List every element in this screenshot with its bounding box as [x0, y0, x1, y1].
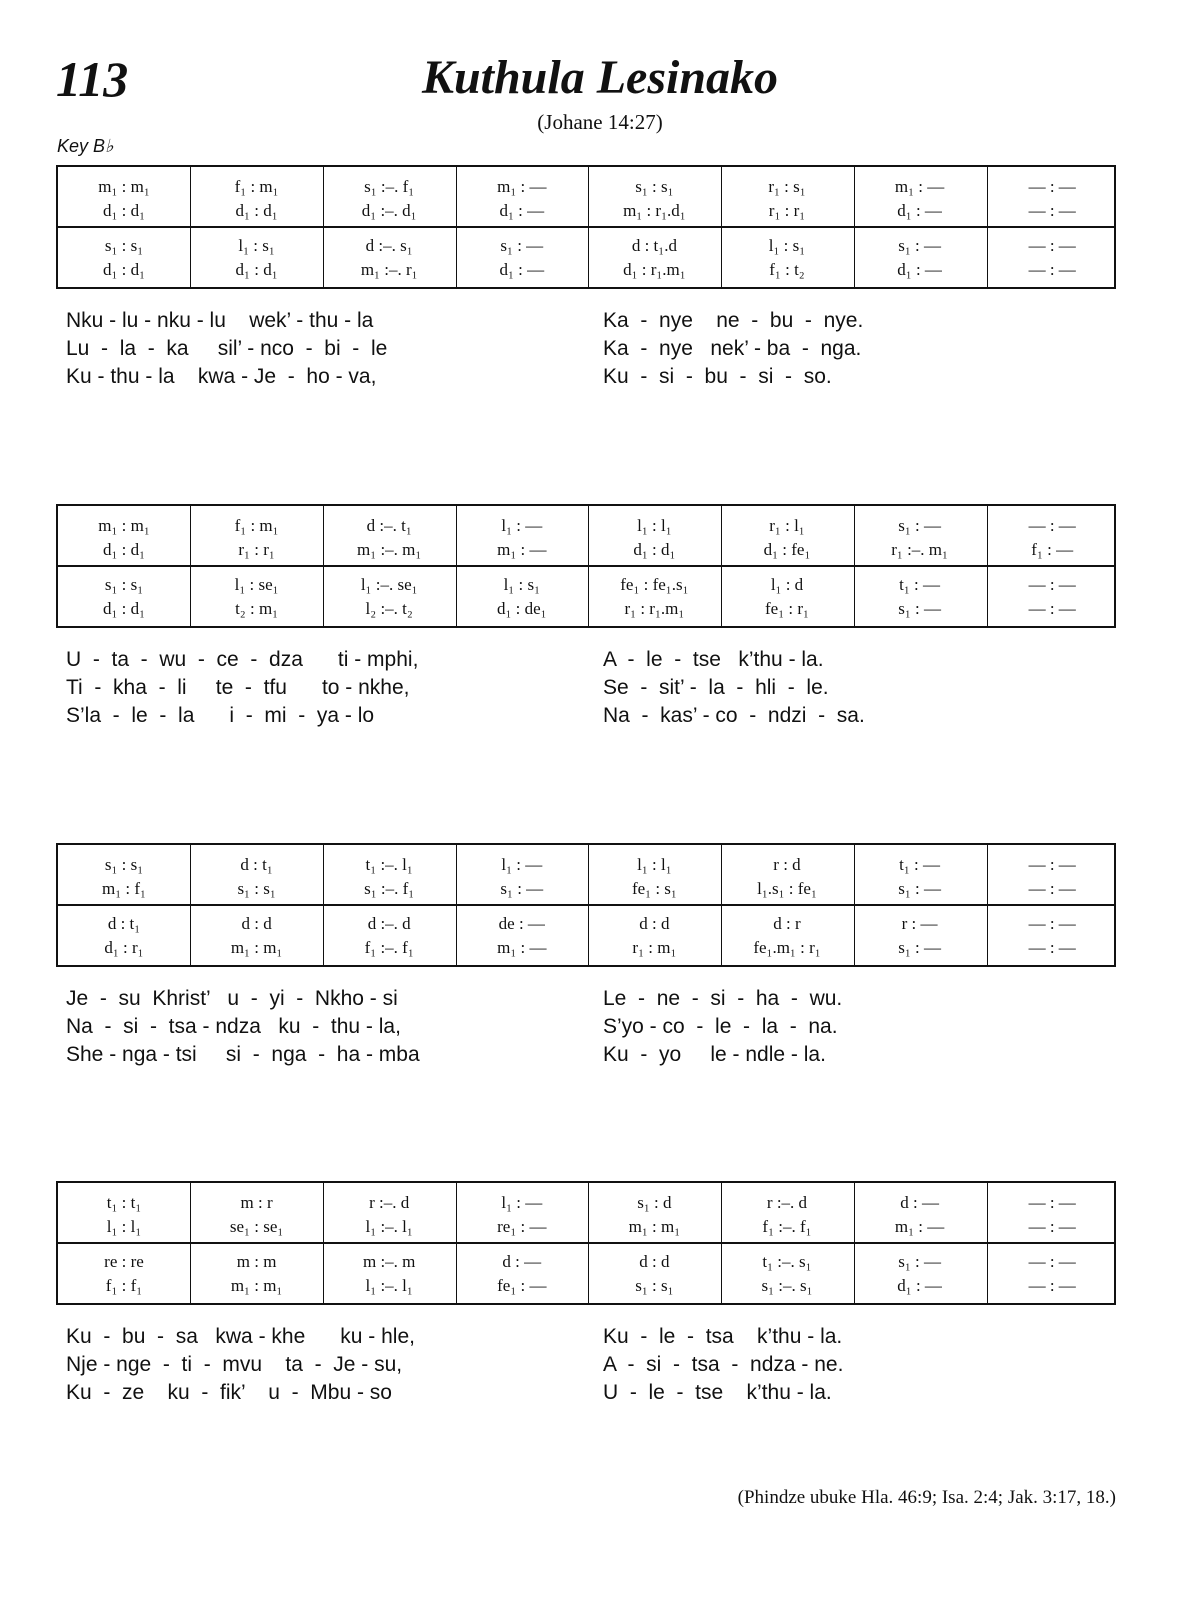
measure-cell: — : — — [1028, 599, 1076, 618]
measure-cell: d : r — [773, 914, 801, 933]
voice-row — [58, 234, 1114, 258]
measure-cell: d₁ : r₁.m₁ — [623, 260, 686, 279]
lyric-phrase-b: Ku - yo le - ndle - la. — [603, 1043, 826, 1066]
measure-cell: — : — — [1028, 201, 1076, 220]
measure-cell: m₁ : m₁ — [628, 1217, 681, 1236]
measure-cell: r₁ : r₁ — [238, 540, 275, 559]
measure-cell: t₁ :–. l₁ — [365, 855, 413, 874]
measure-cell: m₁ : m₁ — [98, 177, 150, 196]
lyric-line — [66, 1379, 1066, 1407]
measure-cell: l₁ : s₁ — [768, 236, 806, 255]
measure-cell: r₁ : r₁ — [768, 201, 806, 220]
measure-cell: l₁ : d — [770, 575, 804, 594]
measure-cell: s₁ : — — [500, 236, 544, 255]
measure-cell: r : d — [773, 855, 801, 874]
measure-cell: m₁ :–. r₁ — [360, 260, 418, 279]
measure-cell: f₁ :–. f₁ — [762, 1217, 812, 1236]
measure-cell: s₁ : s₁ — [237, 879, 276, 898]
measure-cell: f₁ : f₁ — [105, 1276, 143, 1295]
lyric-line — [66, 1351, 1066, 1379]
measure-cell: m₁ :–. m₁ — [357, 540, 422, 559]
lyric-line — [66, 307, 1066, 335]
measure-cell: d₁ : d₁ — [102, 599, 146, 618]
measure-cell: — : — — [1028, 1217, 1076, 1236]
measure-cell: d : t₁ — [240, 855, 273, 874]
lyric-phrase-b: Ka - nye ne - bu - nye. — [603, 309, 864, 332]
measure-cell: l₁ : l₁ — [637, 516, 672, 535]
measure-cell: l₁ : se₁ — [234, 575, 279, 594]
lyric-phrase-a: Nku - lu - nku - lu wek’ - thu - la — [66, 309, 374, 332]
measure-cell: d₁ : d₁ — [102, 201, 146, 220]
measure-cell: d₁ : — — [499, 260, 545, 279]
measure-cell: d : d — [639, 914, 670, 933]
measure-cell: — : — — [1028, 914, 1076, 933]
measure-cell: l₁ :–. se₁ — [360, 575, 418, 594]
measure-cell: s₁ : d — [637, 1193, 672, 1212]
voice-row — [58, 912, 1114, 936]
measure-cell: d₁ : — — [499, 201, 545, 220]
measure-cell: d₁ : — — [897, 201, 942, 220]
measure-cell: — : — — [1028, 260, 1076, 279]
voice-row — [58, 1191, 1114, 1215]
voice-row — [58, 1274, 1114, 1298]
measure-cell: t₁ :–. s₁ — [762, 1252, 812, 1271]
measure-cell: t₁ : — — [899, 855, 941, 874]
measure-cell: d₁ : de₁ — [496, 599, 547, 618]
measure-cell: m₁ : — — [894, 177, 945, 196]
measure-cell: r₁ : l₁ — [769, 516, 805, 535]
lyric-phrase-b: S’yo - co - le - la - na. — [603, 1015, 838, 1038]
voice-row — [58, 258, 1114, 282]
lyric-phrase-a: Ku - thu - la kwa - Je - ho - va, — [66, 365, 377, 388]
lyric-phrase-b: Se - sit’ - la - hli - le. — [603, 676, 829, 699]
measure-cell: l₁ : l₁ — [106, 1217, 142, 1236]
lyric-line — [66, 702, 1066, 730]
measure-cell: d₁ : fe₁ — [763, 540, 811, 559]
measure-cell: r₁ : m₁ — [632, 938, 677, 957]
lyric-phrase-b: Ku - si - bu - si - so. — [603, 365, 832, 388]
measure-cell: d₁ : d₁ — [102, 540, 146, 559]
measure-cell: r₁ :–. m₁ — [891, 540, 948, 559]
measure-cell: s₁ : — — [898, 599, 941, 618]
lyrics-block — [66, 646, 1066, 730]
lyric-phrase-b: Na - kas’ - co - ndzi - sa. — [603, 704, 865, 727]
measure-cell: d₁ : r₁ — [104, 938, 144, 957]
measure-cell: de : — — [498, 914, 545, 933]
notation-system — [56, 843, 1116, 967]
lyrics-block — [66, 1323, 1066, 1407]
staff-divider — [58, 565, 1114, 567]
measure-cell: — : — — [1028, 177, 1076, 196]
hymn-number: 113 — [56, 51, 129, 107]
voice-row — [58, 514, 1114, 538]
staff-divider — [58, 1242, 1114, 1244]
measure-cell: m₁ : — — [497, 177, 547, 196]
measure-cell: m₁ : — — [497, 938, 547, 957]
measure-cell: s₁ : s₁ — [104, 855, 144, 874]
measure-cell: d₁ : — — [897, 1276, 942, 1295]
measure-cell: m₁ : m₁ — [230, 938, 283, 957]
measure-cell: f₁ : — — [1031, 540, 1074, 559]
measure-cell: — : — — [1028, 1193, 1076, 1212]
measure-cell: d : — — [900, 1193, 939, 1212]
lyric-line — [66, 363, 1066, 391]
measure-cell: l₂ :–. t₂ — [365, 599, 413, 618]
lyric-phrase-b: A - si - tsa - ndza - ne. — [603, 1353, 844, 1376]
measure-cell: m₁ : f₁ — [102, 879, 146, 898]
measure-cell: d₁ : d₁ — [235, 201, 278, 220]
measure-cell: re₁ : — — [497, 1217, 547, 1236]
measure-cell: f₁ :–. f₁ — [364, 938, 414, 957]
measure-cell: d : — — [502, 1252, 542, 1271]
lyric-line — [66, 985, 1066, 1013]
measure-cell: s₁ : — — [898, 236, 941, 255]
lyrics-block — [66, 985, 1066, 1069]
measure-cell: d : d — [639, 1252, 670, 1271]
measure-cell: — : — — [1028, 236, 1076, 255]
measure-cell: — : — — [1028, 1276, 1076, 1295]
voice-row — [58, 1250, 1114, 1274]
measure-cell: m₁ : r₁.d₁ — [623, 201, 686, 220]
measure-cell: m₁ : m₁ — [230, 1276, 283, 1295]
key-signature: Key B♭ — [57, 136, 114, 156]
measure-cell: m₁ : — — [497, 540, 547, 559]
measure-cell: — : — — [1028, 575, 1076, 594]
staff-divider — [58, 226, 1114, 228]
measure-cell: s₁ : — — [898, 1252, 941, 1271]
scripture-reference: (Johane 14:27) — [537, 110, 663, 134]
measure-cell: l₁ : — — [501, 1193, 543, 1212]
lyric-line — [66, 1013, 1066, 1041]
measure-cell: — : — — [1028, 938, 1076, 957]
measure-cell: r₁ : s₁ — [768, 177, 806, 196]
voice-row — [58, 175, 1114, 199]
measure-cell: fe₁ : fe₁.s₁ — [620, 575, 689, 594]
measure-cell: l₁ : — — [501, 855, 543, 874]
lyric-phrase-a: Ku - bu - sa kwa - khe ku - hle, — [66, 1325, 415, 1348]
measure-cell: s₁ : s₁ — [104, 575, 144, 594]
lyric-phrase-a: Lu - la - ka sil’ - nco - bi - le — [66, 337, 388, 360]
lyric-phrase-b: A - le - tse k’thu - la. — [603, 648, 824, 671]
measure-cell: t₂ : m₁ — [235, 599, 279, 618]
measure-cell: l₁ : s₁ — [238, 236, 275, 255]
measure-cell: d₁ : d₁ — [102, 260, 146, 279]
lyric-phrase-a: Je - su Khrist’ u - yi - Nkho - si — [66, 987, 398, 1010]
notation-system — [56, 165, 1116, 289]
lyric-phrase-a: U - ta - wu - ce - dza ti - mphi, — [66, 648, 419, 671]
measure-cell: l₁ :–. l₁ — [365, 1276, 413, 1295]
lyric-line — [66, 1323, 1066, 1351]
measure-cell: r :–. d — [369, 1193, 410, 1212]
measure-cell: s₁ : — — [898, 516, 941, 535]
lyric-phrase-a: She - nga - tsi si - nga - ha - mba — [66, 1043, 420, 1066]
voice-row — [58, 199, 1114, 223]
lyrics-block — [66, 307, 1066, 391]
measure-cell: s₁ : s₁ — [635, 177, 674, 196]
measure-cell: t₁ : t₁ — [106, 1193, 142, 1212]
voice-row — [58, 573, 1114, 597]
measure-cell: d₁ : d₁ — [235, 260, 278, 279]
voice-row — [58, 1215, 1114, 1239]
measure-cell: d :–. t₁ — [366, 516, 412, 535]
measure-cell: s₁ :–. f₁ — [364, 177, 415, 196]
lyric-line — [66, 1041, 1066, 1069]
notation-system — [56, 1181, 1116, 1305]
measure-cell: l₁ :–. l₁ — [365, 1217, 413, 1236]
measure-cell: s₁ : — — [898, 938, 941, 957]
measure-cell: f₁ : t₂ — [769, 260, 805, 279]
lyric-phrase-a: Nje - nge - ti - mvu ta - Je - su, — [66, 1353, 403, 1376]
lyric-phrase-a: S’la - le - la i - mi - ya - lo — [66, 704, 375, 727]
measure-cell: m :–. m — [362, 1252, 416, 1271]
measure-cell: r₁ : r₁.m₁ — [624, 599, 685, 618]
measure-cell: m : m — [236, 1252, 277, 1271]
measure-cell: m : r — [240, 1193, 273, 1212]
measure-cell: d :–. s₁ — [365, 236, 413, 255]
lyric-phrase-b: Le - ne - si - ha - wu. — [603, 987, 843, 1010]
lyric-phrase-a: Ti - kha - li te - tfu to - nkhe, — [66, 676, 410, 699]
voice-row — [58, 877, 1114, 901]
measure-cell: re : re — [104, 1252, 144, 1271]
measure-cell: fe₁ : — — [497, 1276, 547, 1295]
lyric-phrase-a: Ku - ze ku - fik’ u - Mbu - so — [66, 1381, 392, 1404]
measure-cell: fe₁.m₁ : r₁ — [753, 938, 821, 957]
staff-divider — [58, 904, 1114, 906]
lyric-line — [66, 674, 1066, 702]
measure-cell: — : — — [1028, 879, 1076, 898]
measure-cell: t₁ : — — [899, 575, 941, 594]
footer-reference: (Phindze ubuke Hla. 46:9; Isa. 2:4; Jak. 3:17, 18.) — [737, 1487, 1116, 1508]
measure-cell: d :–. d — [367, 914, 411, 933]
voice-row — [58, 853, 1114, 877]
measure-cell: s₁ : s₁ — [104, 236, 144, 255]
measure-cell: s₁ : — — [898, 879, 941, 898]
measure-cell: d₁ :–. d₁ — [361, 201, 417, 220]
measure-cell: — : — — [1028, 855, 1076, 874]
lyric-phrase-a: Na - si - tsa - ndza ku - thu - la, — [66, 1015, 401, 1038]
measure-cell: m₁ : m₁ — [98, 516, 150, 535]
notation-system — [56, 504, 1116, 628]
measure-cell: s₁ :–. s₁ — [761, 1276, 813, 1295]
measure-cell: f₁ : m₁ — [234, 177, 279, 196]
voice-row — [58, 597, 1114, 621]
lyric-phrase-b: U - le - tse k’thu - la. — [603, 1381, 832, 1404]
measure-cell: l₁ : l₁ — [637, 855, 672, 874]
lyric-line — [66, 646, 1066, 674]
measure-cell: fe₁ : r₁ — [765, 599, 809, 618]
measure-cell: d : d — [241, 914, 272, 933]
measure-cell: d : t₁ — [107, 914, 141, 933]
measure-cell: d₁ : — — [897, 260, 942, 279]
hymn-title: Kuthula Lesinako — [421, 51, 779, 104]
measure-cell: l₁.s₁ : fe₁ — [757, 879, 817, 898]
measure-cell: s₁ : s₁ — [635, 1276, 674, 1295]
measure-cell: l₁ : s₁ — [503, 575, 540, 594]
measure-cell: d : t₁.d — [631, 236, 677, 255]
measure-cell: l₁ : — — [501, 516, 543, 535]
measure-cell: r : — — [901, 914, 938, 933]
voice-row — [58, 936, 1114, 960]
measure-cell: se₁ : se₁ — [229, 1217, 284, 1236]
measure-cell: — : — — [1028, 516, 1076, 535]
measure-cell: — : — — [1028, 1252, 1076, 1271]
measure-cell: m₁ : — — [894, 1217, 945, 1236]
measure-cell: s₁ :–. f₁ — [364, 879, 415, 898]
measure-cell: r :–. d — [766, 1193, 808, 1212]
lyric-line — [66, 335, 1066, 363]
measure-cell: d₁ : d₁ — [633, 540, 676, 559]
measure-cell: fe₁ : s₁ — [631, 879, 677, 898]
measure-cell: f₁ : m₁ — [234, 516, 279, 535]
measure-cell: s₁ : — — [500, 879, 544, 898]
lyric-phrase-b: Ka - nye nek’ - ba - nga. — [603, 337, 862, 360]
lyric-phrase-b: Ku - le - tsa k’thu - la. — [603, 1325, 843, 1348]
voice-row — [58, 538, 1114, 562]
